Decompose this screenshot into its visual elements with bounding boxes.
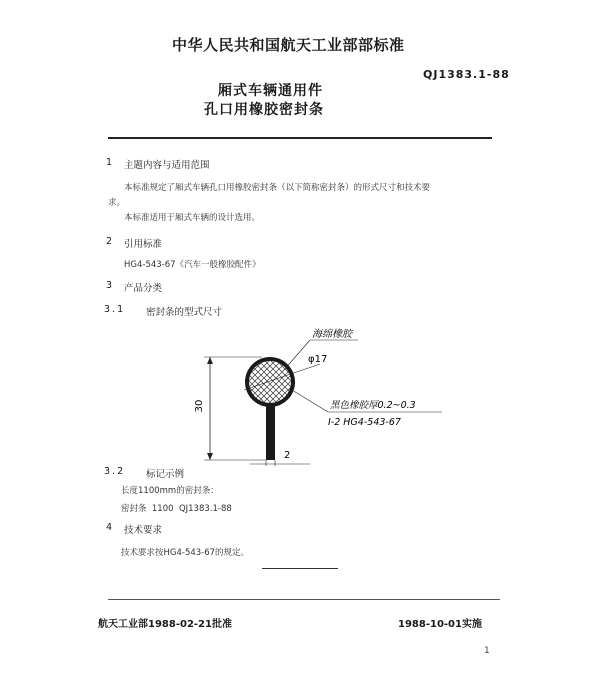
seal-strip-drawing [180, 318, 460, 468]
section-3-1-title: 密封条的型式尺寸 [146, 307, 223, 318]
header-rule [108, 137, 492, 139]
title-line-2: 孔口用橡胶密封条 [204, 102, 324, 118]
section-1-paragraph-2: 本标准适用于厢式车辆的设计选用。 [124, 213, 261, 223]
section-2-reference: HG4-543-67《汽车一般橡胶配件》 [124, 260, 261, 270]
sponge-rubber-label: 海绵橡胶 [312, 329, 352, 340]
section-2-number: 2 [106, 236, 113, 247]
title-line-1: 厢式车辆通用件 [218, 83, 323, 99]
section-3-2-number: 3.2 [104, 466, 126, 477]
material-reference-label: I-2 HG4-543-67 [328, 417, 401, 428]
dimension-width-label: 2 [284, 450, 291, 461]
section-3-number: 3 [106, 280, 113, 291]
section-1-paragraph-1: 本标准规定了厢式车辆孔口用橡胶密封条（以下简称密封条）的形式尺寸和技术要 [124, 183, 431, 193]
end-rule [262, 568, 338, 569]
marking-example-line-1: 长度1100mm的密封条： [121, 486, 219, 496]
approval-date: 航天工业部1988-02-21批准 [98, 619, 232, 630]
section-1-title: 主题内容与适用范围 [124, 160, 210, 171]
org-standard-header: 中华人民共和国航天工业部部标准 [172, 36, 405, 54]
section-4-paragraph: 技术要求按HG4-543-67的规定。 [121, 548, 250, 558]
section-1-paragraph-1-cont: 求。 [108, 198, 126, 208]
section-1-number: 1 [106, 157, 113, 168]
footer-rule [108, 599, 500, 600]
section-3-1-number: 3.1 [104, 304, 126, 315]
dimension-height-label: 30 [194, 399, 205, 413]
effective-date: 1988-10-01实施 [398, 619, 482, 630]
section-3-2-title: 标记示例 [146, 469, 185, 480]
section-4-number: 4 [106, 522, 113, 533]
black-rubber-label: 黑色橡胶厚0.2~0.3 [330, 400, 416, 411]
diameter-label: φ17 [308, 354, 328, 365]
page-number: 1 [484, 646, 490, 656]
section-4-title: 技术要求 [124, 525, 163, 536]
section-2-title: 引用标准 [124, 239, 163, 250]
standard-code: QJ1383.1-88 [423, 68, 510, 81]
section-3-title: 产品分类 [124, 283, 163, 294]
seal-stem [266, 404, 275, 460]
marking-example-line-2: 密封条 1100 QJ1383.1-88 [121, 504, 232, 514]
